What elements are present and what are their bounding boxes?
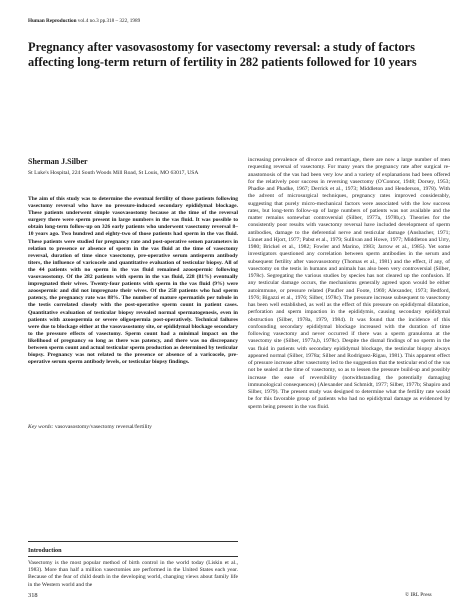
journal-citation: vol.4 no.3 pp.318 – 322, 1989	[77, 18, 141, 24]
author-name: Sherman J.Silber	[28, 157, 88, 166]
copyright: © IRL Press	[405, 592, 432, 598]
running-head	[28, 18, 140, 24]
abstract: The aim of this study was to determine the eventual fertility of those patients following vasectomy reversal who have no pressure-induced secondary epididymal blockage. These patients underwent simple vasovasostomy because at the time of the reversal surgery there were sperm present in large numbers in the vas fluid. It was possible to obtain long-term follow-up on 326 early patients who underwent vasectomy reversal 8–10 years ago. Two hundred and eighty-two of those patients had sperm in the vas fluid. These patients were studied for pregnancy rate and post-operative semen parameters in relation to presence or absence of sperm in the vas fluid at the time of vasectomy reversal, duration of time since vasectomy, pre-operative serum antisperm antibody titers, the influence of varicocele and quantitative evaluation of testicular biopsy. All of the 44 patients with no sperm in the vas fluid remained azoospermic following vasovasostomy. Of the 282 patients with sperm in the vas fluid, 228 (81%) eventually impregnated their wives. Twenty-four patients with sperm in the vas fluid (9%) were azoospermic and did not impregnate their wives. Of the 258 patients who had sperm patency, the pregnancy rate was 88%. The number of mature spermatids per tubule in the testis correlated closely with the post-operative sperm count in patient cases. Quantitative evaluation of testicular biopsy revealed normal spermatogenesis, even in patients with azoospermia or severe oligospermia post-operatively. Technical failures were due to blockage either at the vasovasostomy site, or epididymal blockage secondary to the pressure effects of vasectomy. Sperm count had a minimal impact on the likelihood of pregnancy so long as there was patency, and there was no discrepancy between sperm count and actual testicular sperm production as determined by testicular biopsy. Pregnancy was not related to the presence or absence of a varicocele, pre-operative serum sperm antibody levels, or testicular biopsy findings.	[28, 196, 238, 366]
journal-name: Human Reproduction	[28, 18, 77, 24]
article-title: Pregnancy after vasovasostomy for vasectomy reversal: a study of factors affecting long-term return of fertility in 282 patients followed for 10 years	[28, 40, 417, 69]
keywords-label: Key words:	[28, 424, 54, 430]
introduction-heading: Introduction	[28, 547, 62, 554]
author-affiliation: St Luke's Hospital, 224 South Woods Mill Road, St Louis, MO 63017, USA	[28, 170, 199, 176]
page-number: 318	[28, 592, 38, 599]
keywords	[28, 424, 238, 431]
keywords-value: vasovasostomy/vasectomy reversal/fertility	[54, 424, 152, 430]
section-divider-bottom	[28, 556, 238, 557]
section-divider-top	[28, 541, 238, 542]
introduction-text: Vasectomy is the most popular method of birth control in the world today (Liskin et al., 1983). More than half a million vasectomies are performed in the United States each year. Because of the fear of child death in the developing world, changing views about family life in the Western world and the	[28, 560, 238, 588]
right-column-text: increasing prevalence of divorce and remarriage, there are now a large number of men requesting reversal of vasectomy. For many years the pregnancy rate after surgical re-anastomosis of the vas had been very low and a variety of explanations had been offered for the relatively poor success in reversing vasectomy (O'Connor, 1948; Dorsey, 1953; Phadke and Phadke, 1967; Derrick et al., 1973; Middleton and Henderson, 1978). With the advent of microsurgical techniques, pregnancy rates improved considerably, suggesting that purely micro-mechanical factors were associated with the low success rates, but long-term follow-up of large numbers of patients was not available and the matter remains somewhat controversial (Silber, 1977a, 1978b,c). Theories for the consistently poor results with vasectomy reversal have included development of sperm antibodies, damage to the deferential nerve and testicular damage (Ansbacher, 1971; Linnet and Hjort, 1977; Pabst et al., 1979; Sullivan and Howe, 1977; Middleton and Urry, 1980; Brickel et al., 1982; Fowler and Marino, 1983; Jarrow et al., 1985). Yet some investigators questioned any correlation between sperm antibodies in the serum and subsequent fertility after vasovasostomy (Thomas et al., 1981) and the effect, if any, of vasectomy on the testis in humans and animals has also been very controversial (Silber, 1978c). Segregating the various studies by species has not cleared up the confusion. If any testicular damage occurs, the mechanisms generally agreed upon would be either autoimmune, or pressure related (Paufler and Foote, 1969; Alexander, 1973; Bedford, 1976; Bigazzi et al., 1976; Silber, 1978c). The pressure increase subsequent to vasectomy has been well established, as well as the effect of this pressure on epididymal dilatation, perforation and sperm impaction in the epididymis, causing secondary epididymal obstruction (Silber, 1978a, 1979, 1984). It was found that the incidence of this confounding secondary epididymal blockage increased with the duration of time following vasectomy and never occurred if there was a sperm granuloma at the vasectomy site (Silber, 1977a,b, 1978c). Despite the dismal findings of no sperm in the vas fluid in patients with secondary epididymal blockage, the testicular biopsy always appeared normal (Silber, 1978a; Silber and Rodriguez-Rigau, 1981). This apparent effect of pressure increase after vasectomy led to the suggestion that the testicular end of the vas not be sealed at the time of vasectomy, so as to lessen the pressure build-up and possibly increase the ease of reversibility (notwithstanding the potentially damaging immunological consequences) (Alexander and Schmidt, 1977; Silber, 1977b; Shapiro and Silber, 1979). The present study was designed to determine what the fertility rate would be for this favorable group of patients who had no epididymal damage as evidenced by sperm being present in the vas fluid.	[248, 157, 450, 410]
